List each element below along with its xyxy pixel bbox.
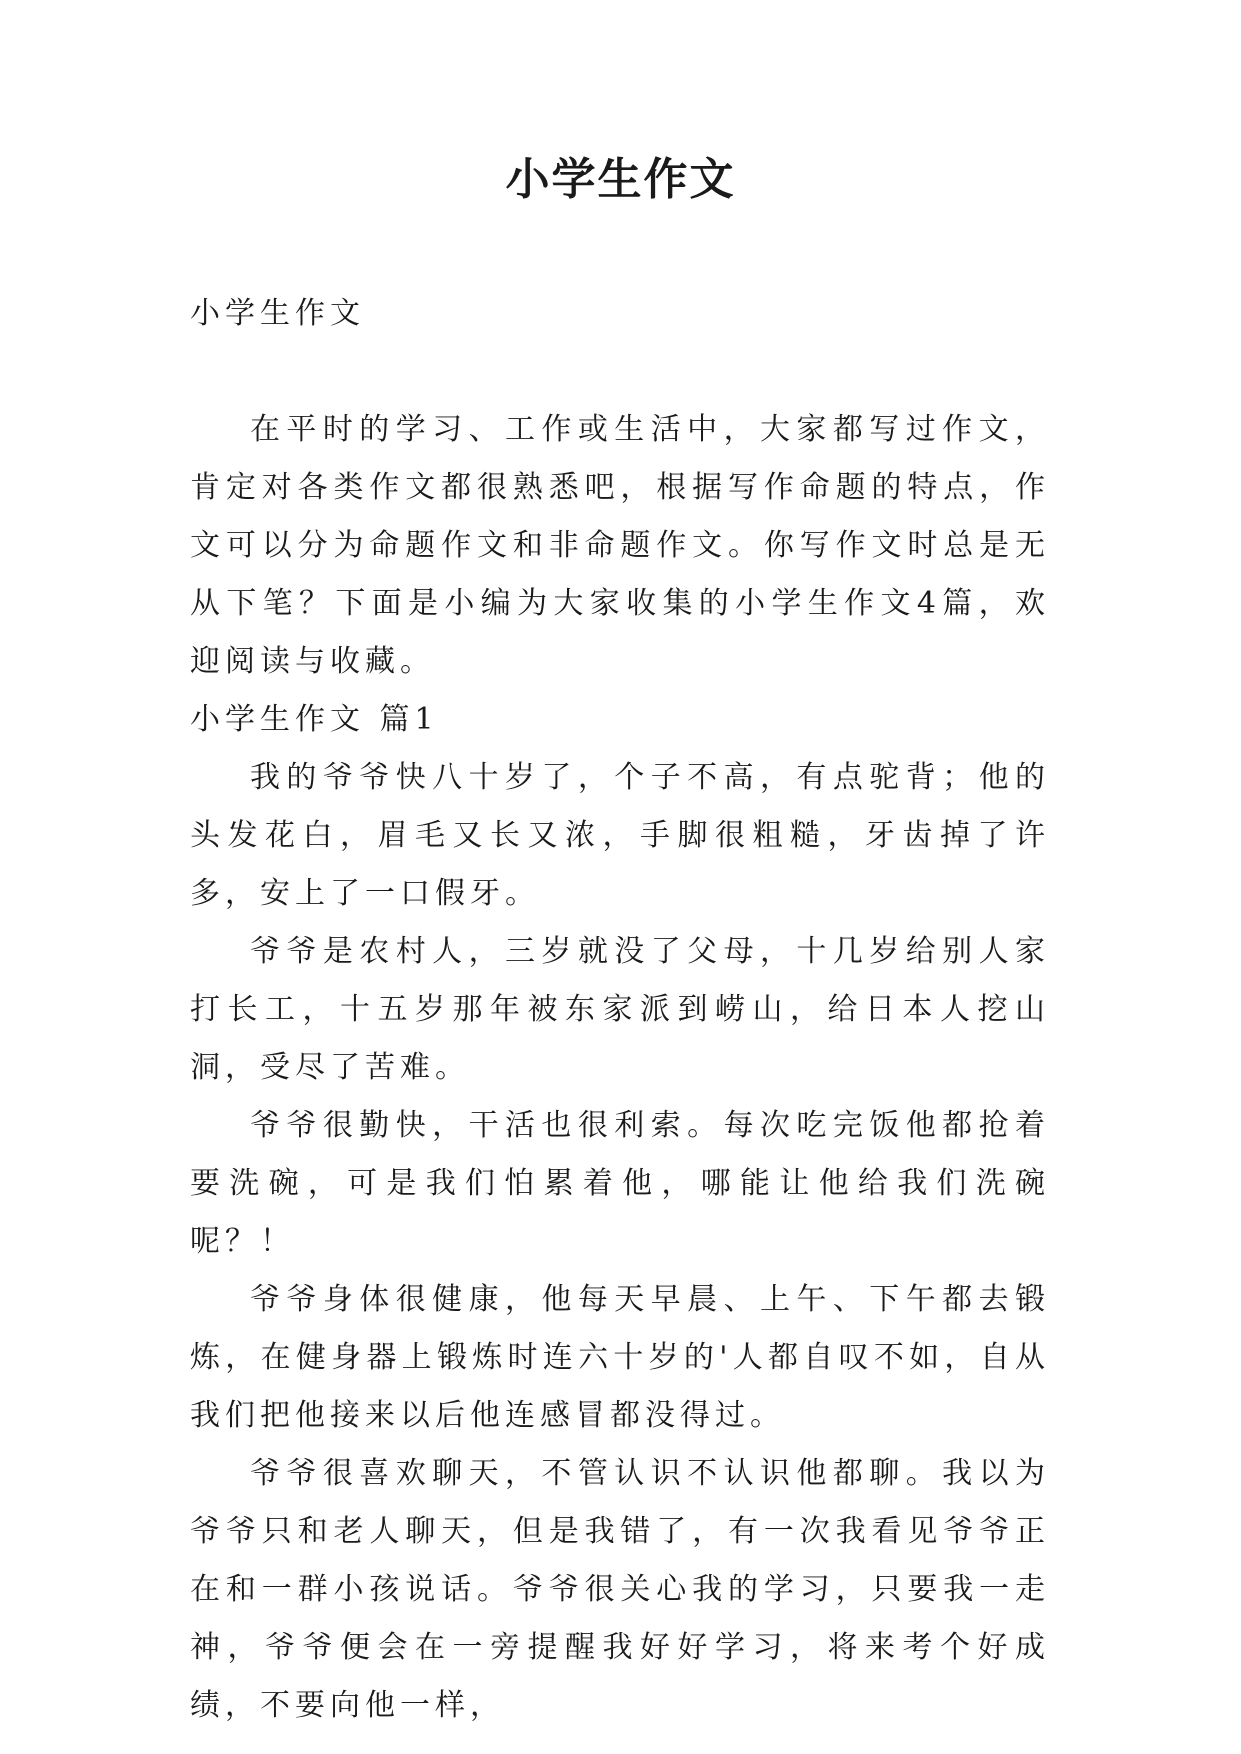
blank-line (190, 343, 1050, 401)
body-paragraph: 爷爷很勤快，干活也很利索。每次吃完饭他都抢着要洗碗，可是我们怕累着他，哪能让他给我们洗碗呢？！ (190, 1108, 1050, 1259)
body-paragraph: 我的爷爷快八十岁了，个子不高，有点驼背；他的头发花白，眉毛又长又浓，手脚很粗糙，牙齿掉了许多，安上了一口假牙。 (190, 760, 1050, 911)
body-paragraph: 爷爷是农村人，三岁就没了父母，十几岁给别人家打长工，十五岁那年被东家派到崂山，给日本人挖山洞，受尽了苦难。 (190, 934, 1050, 1085)
document-body (190, 285, 1050, 1735)
section-heading: 小学生作文 篇1 (190, 702, 439, 737)
document-title: 小学生作文 (505, 154, 736, 205)
body-paragraph: 爷爷很喜欢聊天，不管认识不认识他都聊。我以为爷爷只和老人聊天，但是我错了，有一次我看见爷爷正在和一群小孩说话。爷爷很关心我的学习，只要我一走神，爷爷便会在一旁提醒我好好学习，将来考个好成绩，不要向他一样， (190, 1456, 1050, 1723)
document-subtitle: 小学生作文 (190, 296, 365, 331)
body-paragraph: 爷爷身体很健康，他每天早晨、上午、下午都去锻炼，在健身器上锻炼时连六十岁的'人都自叹不如，自从我们把他接来以后他连感冒都没得过。 (190, 1282, 1050, 1433)
intro-paragraph: 在平时的学习、工作或生活中，大家都写过作文，肯定对各类作文都很熟悉吧，根据写作命题的特点，作文可以分为命题作文和非命题作文。你写作文时总是无从下笔？下面是小编为大家收集的小学生作文4篇，欢迎阅读与收藏。 (190, 412, 1050, 679)
